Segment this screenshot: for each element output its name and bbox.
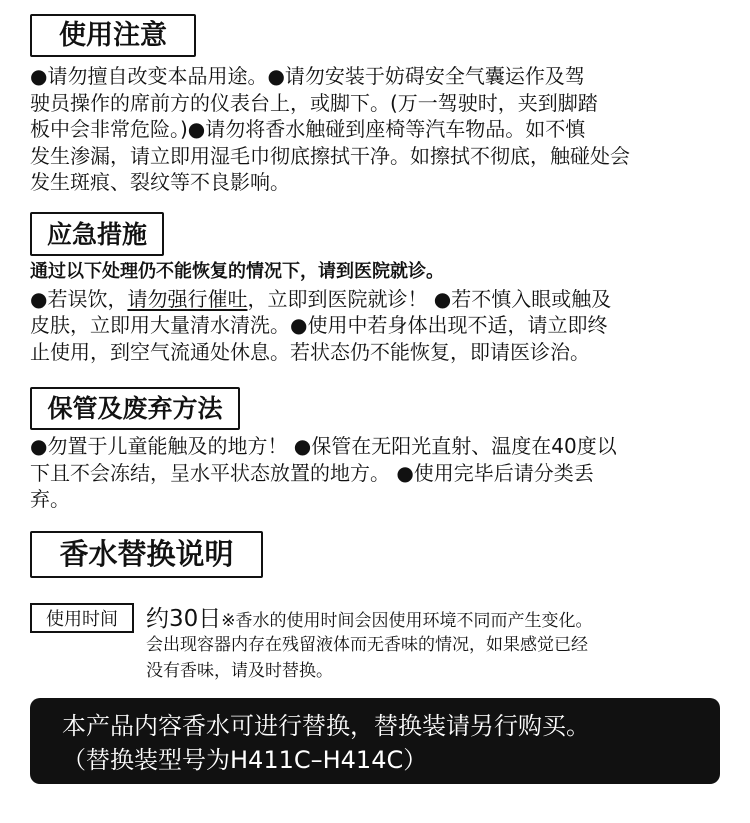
emergency-heading-text: 应急措施 bbox=[46, 219, 147, 249]
usage-more-text bbox=[146, 632, 588, 684]
usage-notes-heading bbox=[30, 14, 196, 57]
usage-more-line: 没有香味，请及时替换。 bbox=[146, 661, 333, 681]
usage-days: 约30日 bbox=[146, 606, 222, 632]
emergency-line-2: 皮肤，立即用大量清水清洗。●使用中若身体出现不适，请立即终 bbox=[30, 313, 608, 337]
usage-time-value bbox=[146, 600, 593, 633]
storage-line: 下且不会冻结，呈水平状态放置的地方。 ●使用完毕后请分类丢 bbox=[30, 460, 594, 485]
emergency-line-1-a: ●若误饮， bbox=[30, 286, 128, 311]
usage-note: ※香水的使用时间会因使用环境不同而产生变化。 bbox=[221, 611, 593, 631]
usage-notes-line: 驶员操作的席前方的仪表台上，或脚下。(万一驾驶时，夹到脚踏 bbox=[30, 90, 598, 115]
emergency-no-vomit: 请勿强行催吐 bbox=[127, 286, 248, 311]
replacement-banner bbox=[30, 698, 720, 784]
usage-notes-body bbox=[30, 63, 720, 196]
usage-notes-line: 发生斑痕、裂纹等不良影响。 bbox=[30, 170, 290, 194]
storage-line: 弃。 bbox=[30, 487, 70, 511]
usage-notes-line: ●请勿擅自改变本品用途。●请勿安装于妨碍安全气囊运作及驾 bbox=[30, 64, 585, 88]
storage-heading bbox=[30, 387, 240, 430]
banner-line-1: 本产品内容香水可进行替换，替换装请另行购买。 bbox=[62, 712, 590, 740]
usage-notes-line: 发生渗漏，请立即用湿毛巾彻底擦拭干净。如擦拭不彻底，触碰处会 bbox=[30, 143, 630, 168]
replacement-heading bbox=[30, 531, 263, 578]
emergency-intro: 通过以下处理仍不能恢复的情况下，请到医院就诊。 bbox=[30, 261, 444, 282]
usage-more-line: 会出现容器内存在残留液体而无香味的情况，如果感觉已经 bbox=[146, 635, 588, 655]
usage-notes-heading-text: 使用注意 bbox=[59, 20, 167, 51]
usage-notes-line: 板中会非常危险。)●请勿将香水触碰到座椅等汽车物品。如不慎 bbox=[30, 117, 586, 141]
emergency-line-1-b: ，立即到医院就诊！ ●若不慎入眼或触及 bbox=[247, 286, 612, 311]
emergency-line-1 bbox=[30, 286, 720, 313]
storage-body bbox=[30, 433, 720, 513]
replacement-heading-text: 香水替换说明 bbox=[59, 537, 234, 571]
banner-line-2: （替换装型号为H411C–H414C） bbox=[62, 746, 428, 774]
emergency-heading bbox=[30, 212, 164, 256]
emergency-body bbox=[30, 259, 720, 365]
storage-line: ●勿置于儿童能触及的地方！ ●保管在无阳光直射、温度在40度以 bbox=[30, 434, 617, 458]
emergency-line-3: 止使用，到空气流通处休息。若状态仍不能恢复，即请医诊治。 bbox=[30, 339, 590, 364]
storage-heading-text: 保管及废弃方法 bbox=[47, 394, 223, 423]
usage-time-label bbox=[30, 603, 134, 633]
usage-time-label-text: 使用时间 bbox=[46, 609, 118, 630]
